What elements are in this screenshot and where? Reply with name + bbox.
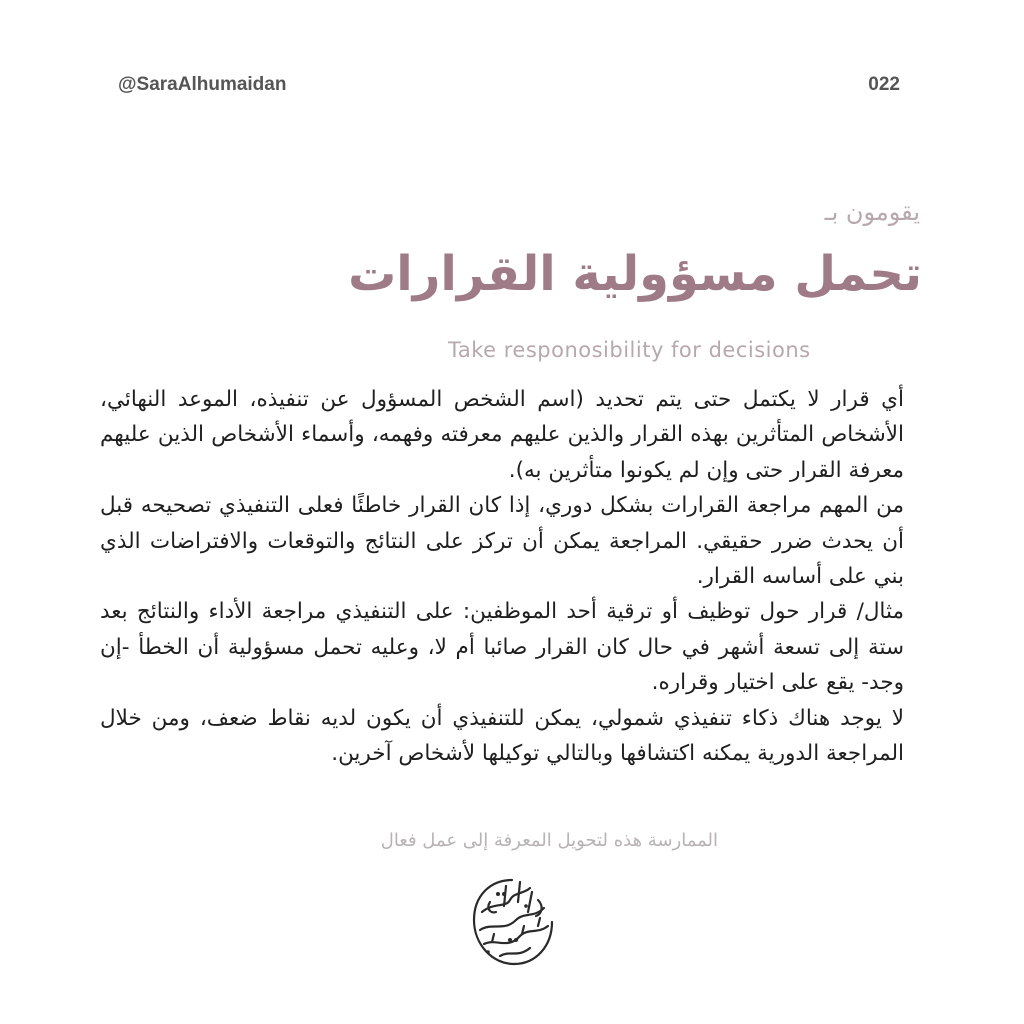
author-handle: @SaraAlhumaidan <box>118 74 287 95</box>
footer-note: الممارسة هذه لتحويل المعرفة إلى عمل فعال <box>380 830 718 851</box>
title-kicker: يقومون بـ <box>824 198 920 226</box>
calligraphy-signature-logo <box>460 872 564 972</box>
english-subtitle: Take responosibility for decisions <box>448 338 811 362</box>
body-paragraph-weakness: لا يوجد هناك ذكاء تنفيذي شمولي، يمكن للتنفيذي أن يكون لديه نقاط ضعف، ومن خلال المراجعة الدورية يمكنه اكتشافها وبالتالي توكيلها لأشخاص آخرين. <box>100 705 904 767</box>
page-number: 022 <box>868 74 900 95</box>
body-paragraph-example: مثال/ قرار حول توظيف أو ترقية أحد الموظفين: على التنفيذي مراجعة الأداء والنتائج بعد ستة إلى تسعة أشهر في حال كان القرار صائبا أم لا، وعليه تحمل مسؤولية أن الخطأ -إن وجد- يقع على اختيار وقراره. <box>100 599 904 696</box>
body-paragraph-definition: أي قرار لا يكتمل حتى يتم تحديد (اسم الشخص المسؤول عن تنفيذه، الموعد النهائي، الأشخاص المتأثرين بهذه القرار والذين عليهم معرفته وفهمه، وأسماء الأشخاص الذين عليهم معرفة القرار حتى وإن لم يكونوا متأثرين به). <box>100 387 904 483</box>
body-text <box>100 382 904 771</box>
body-paragraph-review: من المهم مراجعة القرارات بشكل دوري، إذا كان القرار خاطئًا فعلى التنفيذي تصحيحه قبل أن يحدث ضرر حقيقي. المراجعة يمكن أن تركز على النتائج والتوقعات والافتراضات الذي بني على أساسه القرار. <box>100 493 904 590</box>
page-title: تحمل مسؤولية القرارات <box>348 246 922 302</box>
